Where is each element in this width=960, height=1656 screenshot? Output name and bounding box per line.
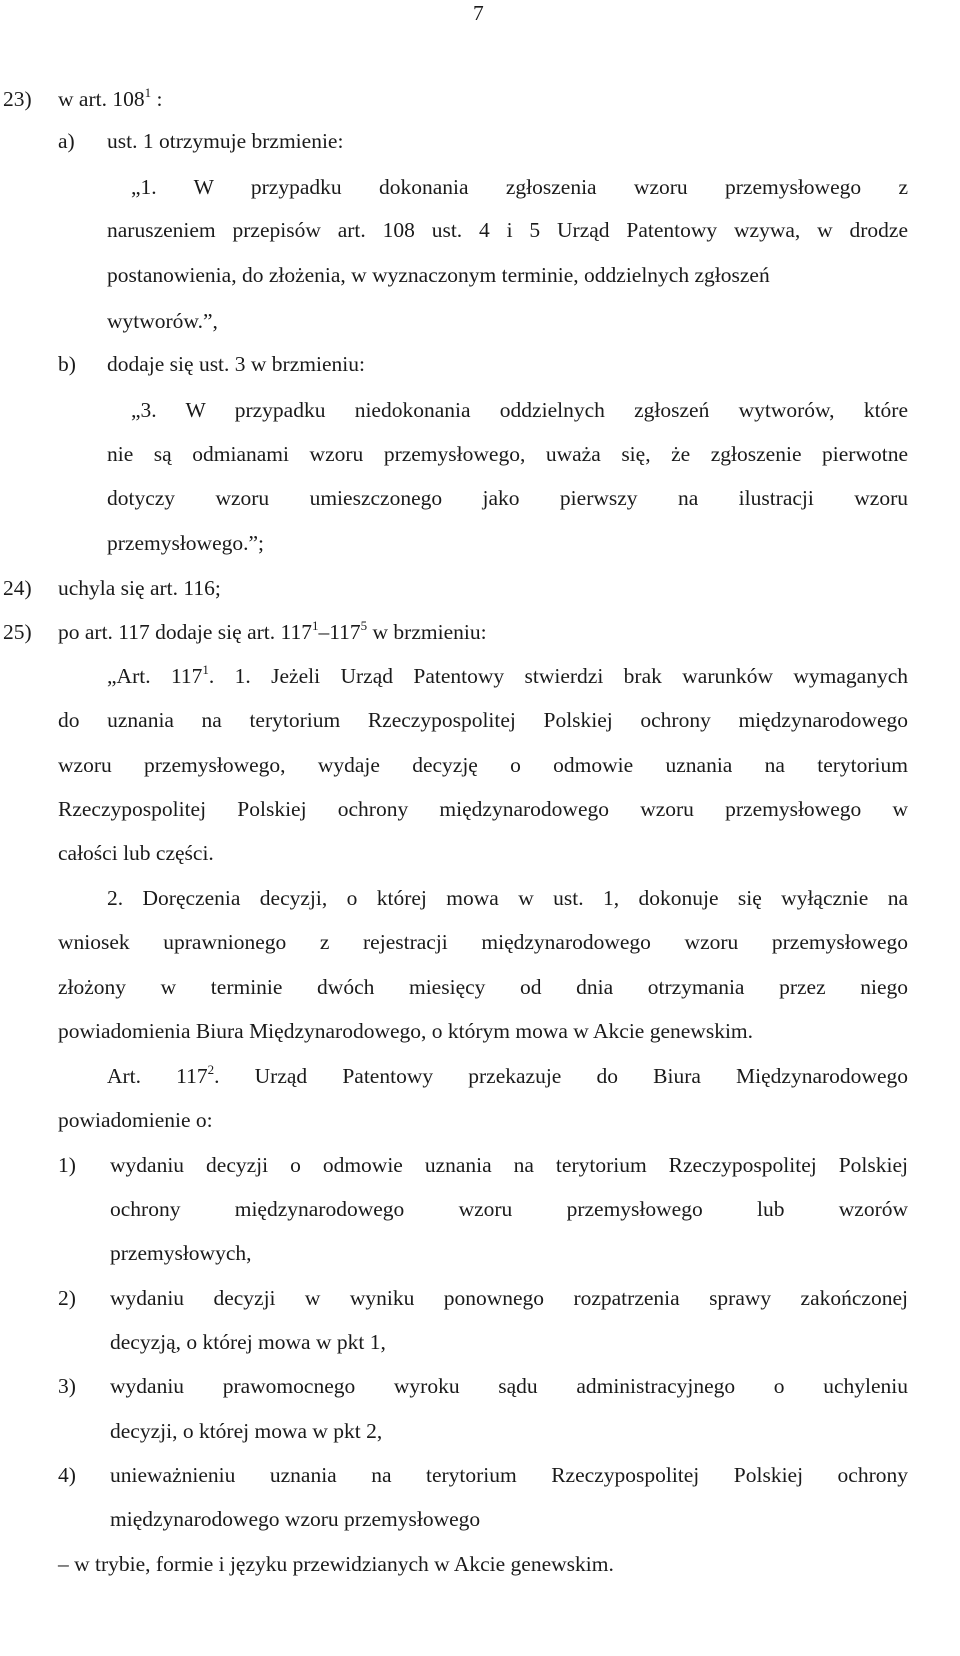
paragraph-line: wzoru przemysłowego, wydaje decyzję o odmowie uznania na terytorium <box>58 753 908 777</box>
quote-line: nie są odmianami wzoru przemysłowego, uważa się, że zgłoszenie pierwotne <box>107 442 908 466</box>
paragraph-line: 2. Doręczenia decyzji, o której mowa w ust. 1, dokonuje się wyłącznie na <box>107 886 908 910</box>
closing-line: – w trybie, formie i języku przewidzianych w Akcie genewskim. <box>58 1552 614 1576</box>
item-23-text: w art. $108^1$ : <box>58 85 163 111</box>
paragraph-line: powiadomienia Biura Międzynarodowego, o którym mowa w Akcie genewskim. <box>58 1019 754 1043</box>
list-item-line: unieważnieniu uznania na terytorium Rzeczypospolitej Polskiej ochrony <box>110 1463 908 1487</box>
item-25-text: po art. 117 dodaje się art. $117^1-117^5$ w brzmieniu: <box>58 618 487 644</box>
list-label-3: 3) <box>58 1374 76 1398</box>
article-117-1-heading: „Art. $117^1$. 1. Jeżeli Urząd Patentowy stwierdzi brak warunków wymaganych <box>107 662 909 688</box>
superscript: 1 <box>144 85 152 100</box>
list-item-line: ochrony międzynarodowego wzoru przemysłowego lub wzorów <box>110 1197 908 1221</box>
superscript: 2 <box>207 1062 215 1077</box>
list-label-4: 4) <box>58 1463 76 1487</box>
list-item-line: wydaniu prawomocnego wyroku sądu administracyjnego o uchyleniu <box>110 1374 908 1398</box>
item-label-25: 25) <box>3 620 32 644</box>
list-label-1: 1) <box>58 1153 76 1177</box>
list-label-2: 2) <box>58 1286 76 1310</box>
paragraph-line: do uznania na terytorium Rzeczypospolitej Polskiej ochrony międzynarodowego <box>58 708 908 732</box>
list-item-line: przemysłowych, <box>110 1241 252 1265</box>
quote-line: przemysłowego.”; <box>107 531 265 555</box>
page-number: 7 <box>473 1 484 25</box>
quote-line: naruszeniem przepisów art. 108 ust. 4 i 5 Urząd Patentowy wzywa, w drodze <box>107 218 908 242</box>
superscript: 1 <box>311 618 319 633</box>
superscript: 1 <box>202 662 209 677</box>
quote-line: „1. W przypadku dokonania zgłoszenia wzoru przemysłowego z <box>131 175 908 199</box>
list-item-line: decyzji, o której mowa w pkt 2, <box>110 1419 383 1443</box>
article-117-2-heading: Art. $117^2$. Urząd Patentowy przekazuje do Biura Międzynarodowego <box>107 1062 908 1088</box>
list-item-line: międzynarodowego wzoru przemysłowego <box>110 1507 481 1531</box>
list-item-line: wydaniu decyzji w wyniku ponownego rozpatrzenia sprawy zakończonej <box>110 1286 908 1310</box>
item-24-text: uchyla się art. 116; <box>58 576 221 600</box>
paragraph-line: całości lub części. <box>58 841 214 865</box>
quote-line: postanowienia, do złożenia, w wyznaczonym terminie, oddzielnych zgłoszeń <box>107 263 770 287</box>
list-item-line: decyzją, o której mowa w pkt 1, <box>110 1330 386 1354</box>
item-label-a: a) <box>58 129 75 153</box>
paragraph-line: Rzeczypospolitej Polskiej ochrony międzynarodowego wzoru przemysłowego w <box>58 797 908 821</box>
paragraph-line: powiadomienie o: <box>58 1108 213 1132</box>
list-item-line: wydaniu decyzji o odmowie uznania na terytorium Rzeczypospolitej Polskiej <box>110 1153 908 1177</box>
superscript: 5 <box>360 618 368 633</box>
item-b-text: dodaje się ust. 3 w brzmieniu: <box>107 352 365 376</box>
quote-line: dotyczy wzoru umieszczonego jako pierwszy na ilustracji wzoru <box>107 486 908 510</box>
item-label-23: 23) <box>3 87 32 111</box>
paragraph-line: złożony w terminie dwóch miesięcy od dnia otrzymania przez niego <box>58 975 908 999</box>
item-a-text: ust. 1 otrzymuje brzmienie: <box>107 129 344 153</box>
item-label-b: b) <box>58 352 76 376</box>
paragraph-line: wniosek uprawnionego z rejestracji międzynarodowego wzoru przemysłowego <box>58 930 908 954</box>
quote-line: wytworów.”, <box>107 309 218 333</box>
item-label-24: 24) <box>3 576 32 600</box>
quote-line: „3. W przypadku niedokonania oddzielnych zgłoszeń wytworów, które <box>131 398 908 422</box>
